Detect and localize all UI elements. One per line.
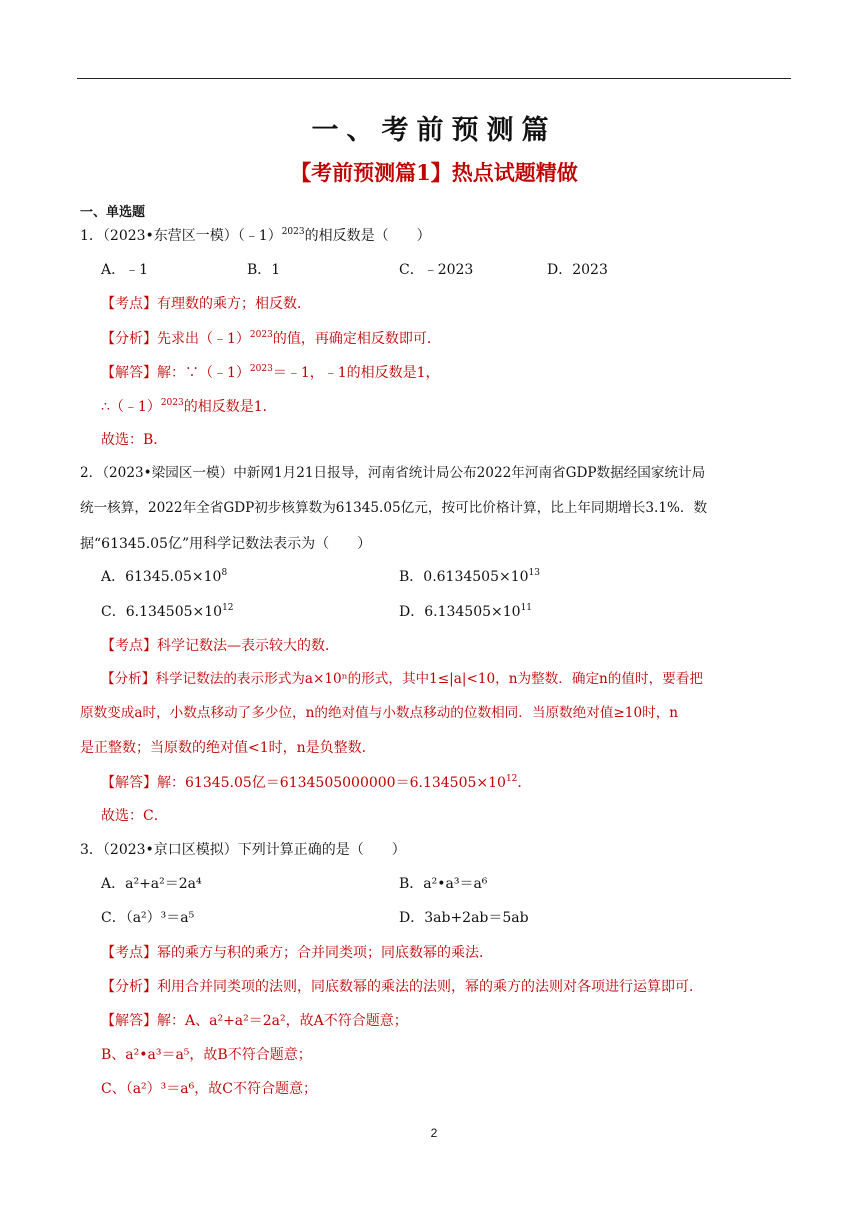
q2-option-d: D．$6.134505\times 10^{11}$ bbox=[399, 603, 533, 620]
q3-fenxi: 【分析】利用合并同类项的法则，同底数幂的乘法的法则，幂的乘方的法则对各项进行运算即可． bbox=[101, 979, 703, 995]
question-3-stem: 3．（2023•京口区模拟）下列计算正确的是（ ） bbox=[80, 842, 406, 858]
question-2-stem-line-1: 2．（2023•梁园区一模）中新网1月21日报导，河南省统计局公布2022年河南省GDP数据经国家统计局 bbox=[80, 465, 706, 481]
q3-kaodian: 【考点】幂的乘方与积的乘方；合并同类项；同底数幂的乘法． bbox=[101, 945, 493, 961]
page-subtitle: 【考前预测篇1】热点试题精做 bbox=[290, 160, 578, 185]
q1-option-d: D．2023 bbox=[547, 262, 608, 278]
q3-option-b: B．a²•a³＝a⁶ bbox=[399, 876, 488, 892]
q2-option-b: B．$0.6134505\times 10^{13}$ bbox=[399, 568, 540, 585]
q2-fenxi-line-1: 【分析】科学记数法的表示形式为a×10ⁿ的形式，其中1≤|a|<10，n为整数．确定n的值时，要看把 bbox=[101, 671, 703, 687]
q2-kaodian: 【考点】科学记数法—表示较大的数． bbox=[101, 638, 339, 654]
q1-option-a: A．﹣1 bbox=[101, 262, 149, 278]
question-2-stem-line-3: 据“61345.05亿”用科学记数法表示为（ ） bbox=[80, 536, 372, 552]
question-1-stem: 1．（2023•东营区一模）（﹣1）$^{2023}$的相反数是（ ） bbox=[80, 227, 431, 244]
q3-jieda-line-1: 【解答】解：A、a²+a²＝2a²，故A不符合题意； bbox=[101, 1013, 408, 1029]
q3-option-a: A．a²+a²＝2a⁴ bbox=[101, 876, 202, 892]
q2-answer: 故选：C． bbox=[101, 808, 168, 824]
q3-jieda-line-2: B、a²•a³＝a⁵，故B不符合题意； bbox=[101, 1047, 312, 1063]
q3-option-d: D．3ab+2ab＝5ab bbox=[399, 910, 529, 926]
q1-fenxi: 【分析】先求出（﹣1）$^{2023}$的值，再确定相反数即可． bbox=[101, 330, 441, 347]
q2-option-c: C．$6.134505\times 10^{12}$ bbox=[101, 603, 234, 620]
q1-option-c: C．﹣2023 bbox=[399, 262, 474, 278]
page-title: 一、考前预测篇 bbox=[311, 115, 557, 146]
q1-conclusion: ∴（﹣1）$^{2023}$的相反数是1． bbox=[101, 398, 277, 415]
q3-jieda-line-3: C、（a²）³＝a⁶，故C不符合题意； bbox=[101, 1081, 317, 1097]
header-rule bbox=[77, 78, 791, 79]
q2-jieda: 【解答】解：61345.05亿$=6134505000000=6.134505\times 10^{12}$． bbox=[101, 774, 532, 791]
q2-fenxi-line-2: 原数变成a时，小数点移动了多少位，n的绝对值与小数点移动的位数相同．当原数绝对值≥10时，n bbox=[80, 705, 679, 721]
q1-answer: 故选：B． bbox=[101, 432, 168, 448]
q2-option-a: A．$61345.05\times 10^8$ bbox=[101, 568, 228, 585]
page-number: 2 bbox=[430, 1126, 438, 1140]
q3-option-c: C．（a²）³＝a⁵ bbox=[101, 910, 195, 926]
q1-kaodian: 【考点】有理数的乘方；相反数． bbox=[101, 296, 311, 312]
q2-fenxi-line-3: 是正整数；当原数的绝对值<1时，n是负整数． bbox=[80, 740, 376, 756]
section-title: 一、单选题 bbox=[80, 205, 146, 220]
q1-option-b: B．1 bbox=[247, 262, 281, 278]
q1-jieda: 【解答】解：∵（﹣1）$^{2023}$＝﹣1，﹣1的相反数是1， bbox=[101, 364, 440, 381]
question-2-stem-line-2: 统一核算，2022年全省GDP初步核算数为61345.05亿元，按可比价格计算，比上年同期增长3.1%．数 bbox=[80, 500, 708, 516]
